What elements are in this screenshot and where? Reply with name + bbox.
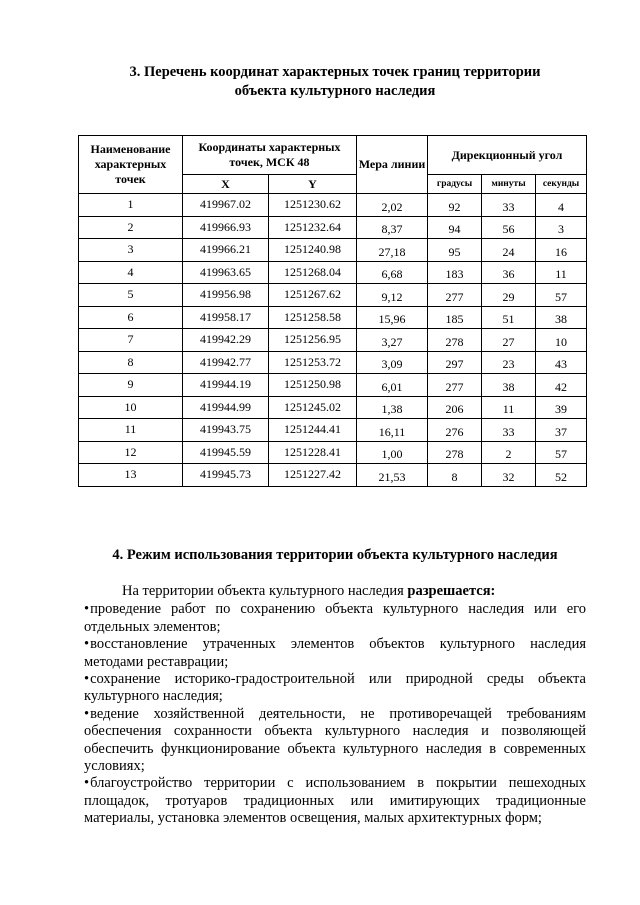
seconds-cell: 11 (536, 261, 587, 284)
degrees-cell: 276 (428, 419, 482, 442)
x-coordinate-cell: 419966.21 (183, 239, 269, 262)
header-seconds: секунды (536, 175, 587, 194)
point-number-cell: 9 (79, 374, 183, 397)
x-coordinate-cell: 419956.98 (183, 284, 269, 307)
y-coordinate-cell: 1251256.95 (269, 329, 357, 352)
degrees-cell: 92 (428, 194, 482, 217)
degrees-cell: 8 (428, 464, 482, 487)
x-coordinate-cell: 419944.99 (183, 396, 269, 419)
seconds-cell: 10 (536, 329, 587, 352)
point-number-cell: 2 (79, 216, 183, 239)
bullet-icon: • (84, 601, 90, 618)
minutes-cell: 2 (482, 441, 536, 464)
x-coordinate-cell: 419945.73 (183, 464, 269, 487)
header-direction-angle: Дирекционный угол (428, 136, 587, 175)
y-coordinate-cell: 1251230.62 (269, 194, 357, 217)
section-3-title-line-1: 3. Перечень координат характерных точек границ территории (129, 64, 541, 80)
header-point-name: Наименование характерных точек (79, 136, 183, 194)
minutes-cell: 32 (482, 464, 536, 487)
line-measure-cell: 16,11 (357, 419, 428, 442)
degrees-cell: 277 (428, 374, 482, 397)
x-coordinate-cell: 419943.75 (183, 419, 269, 442)
table-row (79, 329, 587, 352)
header-degrees: градусы (428, 175, 482, 194)
table-row (79, 419, 587, 442)
minutes-cell: 24 (482, 239, 536, 262)
line-measure-cell: 8,37 (357, 216, 428, 239)
minutes-cell: 56 (482, 216, 536, 239)
point-number-cell: 4 (79, 261, 183, 284)
line-measure-cell: 9,12 (357, 284, 428, 307)
header-x: X (183, 175, 269, 194)
line-measure-cell: 15,96 (357, 306, 428, 329)
bullet-icon: • (84, 671, 90, 688)
table-row (79, 216, 587, 239)
minutes-cell: 23 (482, 351, 536, 374)
list-item (84, 775, 586, 827)
degrees-cell: 95 (428, 239, 482, 262)
degrees-cell: 277 (428, 284, 482, 307)
bullet-icon: • (84, 775, 90, 792)
minutes-cell: 33 (482, 419, 536, 442)
y-coordinate-cell: 1251244.41 (269, 419, 357, 442)
x-coordinate-cell: 419945.59 (183, 441, 269, 464)
y-coordinate-cell: 1251228.41 (269, 441, 357, 464)
line-measure-cell: 27,18 (357, 239, 428, 262)
table-body (79, 194, 587, 487)
seconds-cell: 16 (536, 239, 587, 262)
degrees-cell: 297 (428, 351, 482, 374)
seconds-cell: 38 (536, 306, 587, 329)
y-coordinate-cell: 1251232.64 (269, 216, 357, 239)
minutes-cell: 51 (482, 306, 536, 329)
y-coordinate-cell: 1251250.98 (269, 374, 357, 397)
section-3-title (80, 63, 590, 101)
intro-bold: разрешается: (407, 583, 496, 599)
line-measure-cell: 1,38 (357, 396, 428, 419)
table-row (79, 396, 587, 419)
point-number-cell: 3 (79, 239, 183, 262)
line-measure-cell: 6,01 (357, 374, 428, 397)
y-coordinate-cell: 1251267.62 (269, 284, 357, 307)
bullet-icon: • (84, 636, 90, 653)
seconds-cell: 4 (536, 194, 587, 217)
seconds-cell: 3 (536, 216, 587, 239)
x-coordinate-cell: 419942.29 (183, 329, 269, 352)
table-row (79, 351, 587, 374)
y-coordinate-cell: 1251258.58 (269, 306, 357, 329)
table-row (79, 464, 587, 487)
degrees-cell: 278 (428, 441, 482, 464)
point-number-cell: 5 (79, 284, 183, 307)
line-measure-cell: 1,00 (357, 441, 428, 464)
minutes-cell: 11 (482, 396, 536, 419)
degrees-cell: 183 (428, 261, 482, 284)
table-row (79, 261, 587, 284)
coordinates-table (78, 135, 587, 487)
table-row (79, 194, 587, 217)
header-coordinates: Координаты характерных точек, МСК 48 (183, 136, 357, 175)
degrees-cell: 206 (428, 396, 482, 419)
minutes-cell: 38 (482, 374, 536, 397)
seconds-cell: 39 (536, 396, 587, 419)
list-item-text: ведение хозяйственной деятельности, не противоречащей требованиям обеспечения сохранности объекта культурного наследия и позволяющей обеспечить функционирование объекта культурного наследия в современных условиях; (84, 705, 586, 775)
intro-text: На территории объекта культурного наследия (122, 583, 408, 599)
point-number-cell: 1 (79, 194, 183, 217)
line-measure-cell: 2,02 (357, 194, 428, 217)
permitted-uses-text (84, 583, 586, 828)
y-coordinate-cell: 1251227.42 (269, 464, 357, 487)
seconds-cell: 57 (536, 284, 587, 307)
table-row (79, 374, 587, 397)
bullet-icon: • (84, 705, 90, 722)
list-item (84, 706, 586, 776)
y-coordinate-cell: 1251245.02 (269, 396, 357, 419)
x-coordinate-cell: 419958.17 (183, 306, 269, 329)
degrees-cell: 94 (428, 216, 482, 239)
seconds-cell: 52 (536, 464, 587, 487)
minutes-cell: 36 (482, 261, 536, 284)
x-coordinate-cell: 419963.65 (183, 261, 269, 284)
point-number-cell: 11 (79, 419, 183, 442)
list-item-text: проведение работ по сохранению объекта культурного наследия или его отдельных элементов; (84, 601, 586, 635)
header-minutes: минуты (482, 175, 536, 194)
table-row (79, 441, 587, 464)
list-item-text: благоустройство территории с использованием в покрытии пешеходных площадок, тротуаров традиционных или имитирующих традиционные материалы, установка элементов освещения, малых архитектурных форм; (84, 775, 586, 827)
point-number-cell: 13 (79, 464, 183, 487)
x-coordinate-cell: 419967.02 (183, 194, 269, 217)
minutes-cell: 29 (482, 284, 536, 307)
section-3-title-line-2: объекта культурного наследия (234, 83, 436, 99)
y-coordinate-cell: 1251253.72 (269, 351, 357, 374)
x-coordinate-cell: 419942.77 (183, 351, 269, 374)
list-item (84, 636, 586, 671)
seconds-cell: 43 (536, 351, 587, 374)
point-number-cell: 8 (79, 351, 183, 374)
list-item (84, 601, 586, 636)
section-4-title-text: 4. Режим использования территории объекта культурного наследия (112, 547, 558, 563)
list-item (84, 671, 586, 706)
x-coordinate-cell: 419944.19 (183, 374, 269, 397)
header-line-measure: Мера линии (357, 136, 428, 194)
seconds-cell: 57 (536, 441, 587, 464)
point-number-cell: 12 (79, 441, 183, 464)
line-measure-cell: 3,27 (357, 329, 428, 352)
table-row (79, 306, 587, 329)
line-measure-cell: 3,09 (357, 351, 428, 374)
degrees-cell: 185 (428, 306, 482, 329)
x-coordinate-cell: 419966.93 (183, 216, 269, 239)
y-coordinate-cell: 1251240.98 (269, 239, 357, 262)
permitted-uses-list (84, 601, 586, 827)
minutes-cell: 27 (482, 329, 536, 352)
line-measure-cell: 21,53 (357, 464, 428, 487)
section-4-title (80, 546, 590, 565)
table-row (79, 284, 587, 307)
point-number-cell: 10 (79, 396, 183, 419)
degrees-cell: 278 (428, 329, 482, 352)
minutes-cell: 33 (482, 194, 536, 217)
table-row (79, 239, 587, 262)
list-item-text: сохранение историко-градостроительной или природной среды объекта культурного наследия; (84, 671, 586, 705)
list-item-text: восстановление утраченных элементов объектов культурного наследия методами реставрации; (84, 636, 586, 670)
point-number-cell: 7 (79, 329, 183, 352)
seconds-cell: 42 (536, 374, 587, 397)
intro-paragraph (120, 583, 586, 600)
line-measure-cell: 6,68 (357, 261, 428, 284)
seconds-cell: 37 (536, 419, 587, 442)
y-coordinate-cell: 1251268.04 (269, 261, 357, 284)
header-y: Y (269, 175, 357, 194)
point-number-cell: 6 (79, 306, 183, 329)
